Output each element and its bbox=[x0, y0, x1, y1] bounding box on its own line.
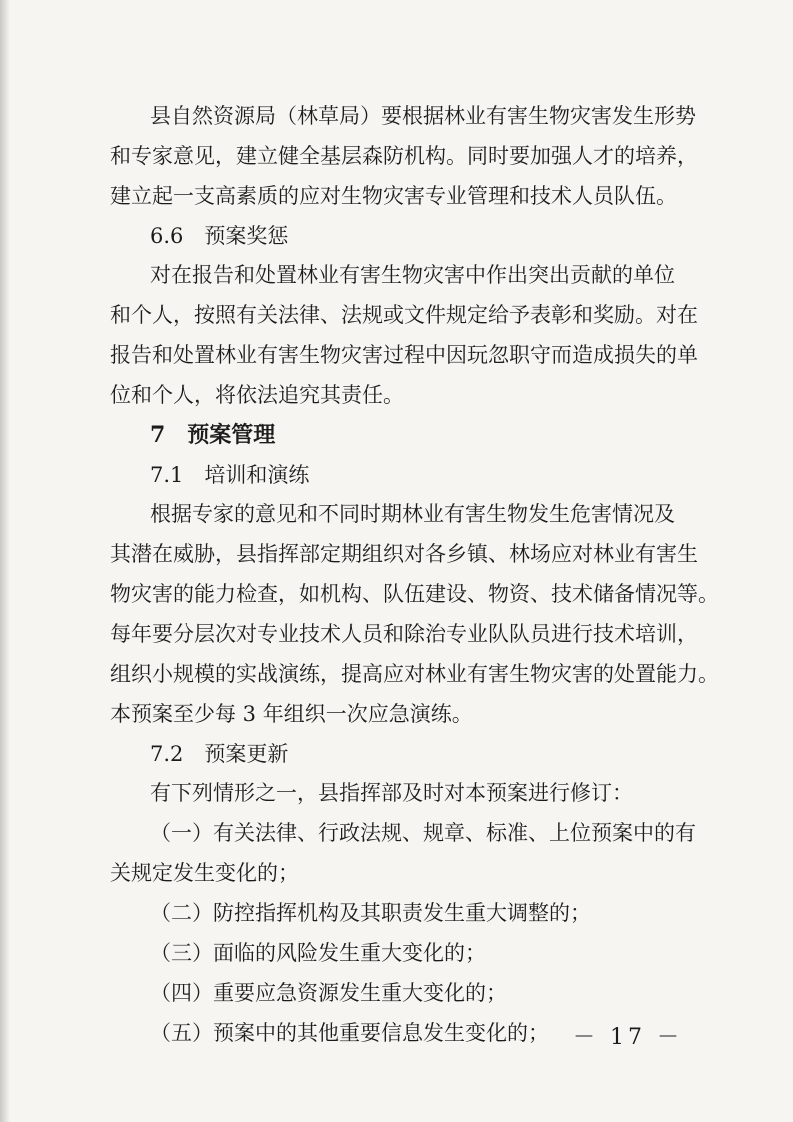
section-7-1-heading: 7.1 培训和演练 bbox=[150, 463, 310, 487]
paragraph-2-line-2: 和个人，按照有关法律、法规或文件规定给予表彰和奖励。对在 bbox=[110, 303, 698, 327]
list-item-1-line-2: 关规定发生变化的； bbox=[110, 861, 299, 885]
paragraph-3-line-2: 其潜在威胁，县指挥部定期组织对各乡镇、林场应对林业有害生 bbox=[110, 542, 698, 566]
paragraph-2-line-4: 位和个人，将依法追究其责任。 bbox=[110, 383, 404, 407]
page-number: － 17 － bbox=[573, 1025, 683, 1050]
paragraph-3-line-4: 每年要分层次对专业技术人员和除治专业队队员进行技术培训， bbox=[110, 622, 698, 646]
paragraph-2-line-1: 对在报告和处置林业有害生物灾害中作出突出贡献的单位 bbox=[150, 263, 675, 287]
paragraph-3-line-1: 根据专家的意见和不同时期林业有害生物发生危害情况及 bbox=[150, 502, 675, 526]
paragraph-3-line-6: 本预案至少每 3 年组织一次应急演练。 bbox=[110, 702, 473, 726]
paragraph-4: 有下列情形之一，县指挥部及时对本预案进行修订： bbox=[150, 781, 633, 805]
paragraph-3-line-5: 组织小规模的实战演练，提高应对林业有害生物灾害的处置能力。 bbox=[110, 662, 719, 686]
list-item-3: （三）面临的风险发生重大变化的； bbox=[150, 941, 486, 965]
list-item-2: （二）防控指挥机构及其职责发生重大调整的； bbox=[150, 901, 591, 925]
list-item-1-line-1: （一）有关法律、行政法规、规章、标准、上位预案中的有 bbox=[150, 821, 696, 845]
scan-edge-shadow bbox=[0, 0, 10, 1122]
section-6-6-heading: 6.6 预案奖惩 bbox=[150, 224, 289, 248]
section-7-heading: 7 预案管理 bbox=[150, 422, 276, 448]
paragraph-3-line-3: 物灾害的能力检查，如机构、队伍建设、物资、技术储备情况等。 bbox=[110, 582, 719, 606]
paragraph-1-line-3: 建立起一支高素质的应对生物灾害专业管理和技术人员队伍。 bbox=[110, 184, 677, 208]
list-item-5: （五）预案中的其他重要信息发生变化的； bbox=[150, 1021, 549, 1045]
section-7-2-heading: 7.2 预案更新 bbox=[150, 742, 289, 766]
paragraph-2-line-3: 报告和处置林业有害生物灾害过程中因玩忽职守而造成损失的单 bbox=[110, 343, 698, 367]
paragraph-1-line-2: 和专家意见，建立健全基层森防机构。同时要加强人才的培养， bbox=[110, 144, 698, 168]
list-item-4: （四）重要应急资源发生重大变化的； bbox=[150, 981, 507, 1005]
paragraph-1-line-1: 县自然资源局（林草局）要根据林业有害生物灾害发生形势 bbox=[150, 104, 696, 128]
